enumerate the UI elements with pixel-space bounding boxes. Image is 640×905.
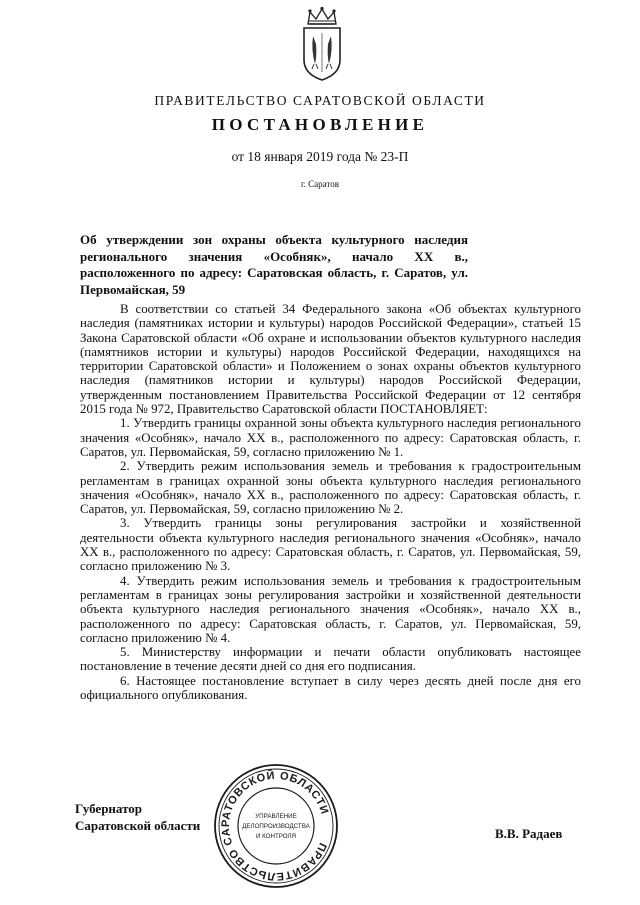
- signatory-position-line-1: Губернатор: [75, 801, 143, 816]
- resolution-item-6: 6. Настоящее постановление вступает в силу через десять дней после дня его официального опубликования.: [80, 673, 581, 703]
- official-stamp: [212, 762, 340, 890]
- resolution-item-5: 5. Министерству информации и печати области опубликовать настоящее постановление в течение десяти дней со дня его подписания.: [80, 645, 581, 674]
- city-line: г. Саратов: [301, 179, 339, 189]
- document-type-title: ПОСТАНОВЛЕНИЕ: [211, 115, 429, 134]
- coat-of-arms-emblem: [300, 6, 344, 82]
- government-name: ПРАВИТЕЛЬСТВО САРАТОВСКОЙ ОБЛАСТИ: [154, 93, 486, 108]
- resolution-item-1: 1. Утвердить границы охранной зоны объекта культурного наследия регионального значения «Особняк», начало XX в., расположенного по адресу: Саратовская область, г. Саратов, ул. Первомайская, 59, согласно приложению № 1.: [80, 416, 581, 459]
- resolution-item-3: 3. Утвердить границы зоны регулирования застройки и хозяйственной деятельности объекта культурного наследия регионального значения «Особняк», начало XX в., расположенного по адресу: Саратовская область, г. Саратов, ул. Первомайская, 59, согласно приложению № 3.: [80, 516, 581, 574]
- date-number-line: от 18 января 2019 года № 23-П: [231, 149, 409, 164]
- resolution-item-4: 4. Утвердить режим использования земель и требования к градостроительным регламентам в границах зоны регулирования застройки и хозяйственной деятельности объекта культурного наследия регионального значения «Особняк», начало XX в., расположенного по адресу: Саратовская область, г. Саратов, ул. Первомайская, 59, согласно приложению № 4.: [80, 573, 581, 645]
- preamble-paragraph: В соответствии со статьей 34 Федерального закона «Об объектах культурного наследия (памятниках истории и культуры) народов Российской Федерации», статьей 15 Закона Саратовской области «Об охране и использовании объектов культурного наследия (памятников истории и культуры) народов Российской Федерации, находящихся на территории Саратовской области» и Положением о зонах охраны объектов культурного наследия (памятников истории и культуры) народов Российской Федерации, утвержденным постановлением Правительства Российской Федерации от 12 сентября 2015 года № 972, Правительство Саратовской области ПОСТАНОВЛЯЕТ:: [80, 302, 581, 417]
- stamp-ring-text: ПРАВИТЕЛЬСТВО САРАТОВСКОЙ ОБЛАСТИ: [219, 769, 331, 883]
- signatory-position: [75, 800, 200, 834]
- stamp-inner-line-3: И КОНТРОЛЯ: [255, 833, 297, 840]
- resolution-item-2: 2. Утвердить режим использования земель и требования к градостроительным регламентам в границах охранной зоны объекта культурного наследия регионального значения «Особняк», начало XX в., расположенного по адресу: Саратовская область, г. Саратов, ул. Первомайская, 59, согласно приложению № 2.: [80, 459, 581, 517]
- document-subject: Об утверждении зон охраны объекта культурного наследия регионального значения «Особняк», начало XX в., расположенного по адресу: Саратовская область, г. Саратов, ул. Первомайская, 59: [80, 232, 468, 297]
- signatory-name: В.В. Радаев: [495, 826, 563, 841]
- stamp-inner-line-1: УПРАВЛЕНИЕ: [255, 813, 297, 820]
- signatory-position-line-2: Саратовской области: [75, 818, 201, 833]
- document-body: [80, 302, 581, 702]
- stamp-inner-line-2: ДЕЛОПРОИЗВОДСТВА: [242, 823, 310, 830]
